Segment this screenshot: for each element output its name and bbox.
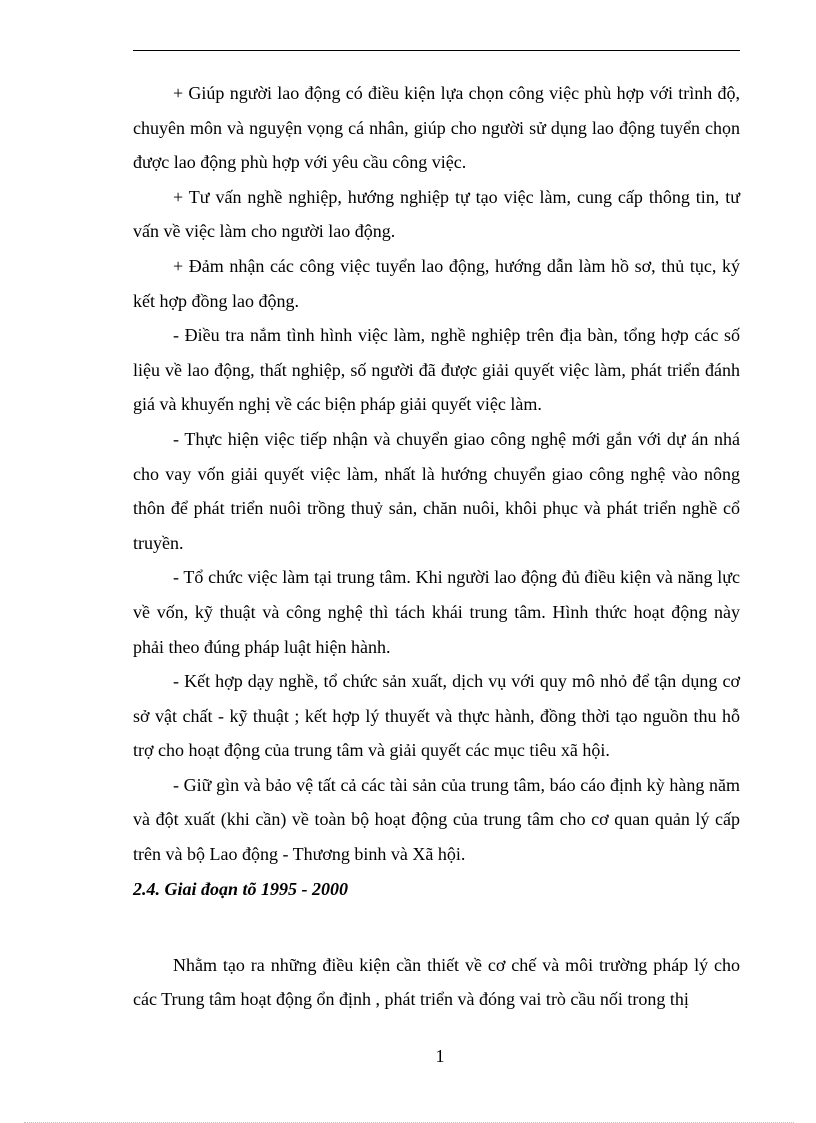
section-heading: 2.4. Giai đoạn tõ 1995 - 2000 (133, 878, 349, 899)
body-paragraph: - Điều tra nắm tình hình việc làm, nghề nghiệp trên địa bàn, tổng hợp các số liệu về lao động, thất nghiệp, số người đã được giải quyết việc làm, phát triển đánh giá và khuyến nghị về các biện pháp giải quyết việc làm. (133, 325, 740, 415)
document-body (133, 76, 740, 1017)
body-paragraph: + Đảm nhận các công việc tuyển lao động, hướng dẫn làm hồ sơ, thủ tục, ký kết hợp đồng lao động. (133, 255, 740, 311)
body-paragraph: + Giúp người lao động có điều kiện lựa chọn công việc phù hợp với trình độ, chuyên môn và nguyện vọng cá nhân, giúp cho người sử dụng lao động tuyển chọn được lao động phù hợp với yêu cầu công việc. (133, 83, 740, 173)
page-number: 1 (435, 1046, 445, 1066)
body-paragraph: - Kết hợp dạy nghề, tổ chức sản xuất, dịch vụ với quy mô nhỏ để tận dụng cơ sở vật chất - kỹ thuật ; kết hợp lý thuyết và thực hành, đồng thời tạo nguồn thu hỗ trợ cho hoạt động của trung tâm và giải quyết các mục tiêu xã hội. (133, 671, 740, 761)
body-paragraph: - Tổ chức việc làm tại trung tâm. Khi người lao động đủ điều kiện và năng lực về vốn, kỹ thuật và công nghệ thì tách khái trung tâm. Hình thức hoạt động này phải theo đúng pháp luật hiện hành. (133, 567, 740, 657)
body-paragraph: - Giữ gìn và bảo vệ tất cả các tài sản của trung tâm, báo cáo định kỳ hàng năm và đột xuất (khi cần) về toàn bộ hoạt động của trung tâm cho cơ quan quản lý cấp trên và bộ Lao động - Thương binh và Xã hội. (133, 774, 740, 865)
body-paragraph: - Thực hiện việc tiếp nhận và chuyển giao công nghệ mới gắn với dự án nhá cho vay vốn giải quyết việc làm, nhất là hướng chuyển giao công nghệ vào nông thôn để phát triển nuôi trồng thuỷ sản, chăn nuôi, khôi phục và phát triển nghề cổ truyền. (133, 428, 740, 553)
header-rule (133, 50, 740, 51)
body-paragraph: + Tư vấn nghề nghiệp, hướng nghiệp tự tạo việc làm, cung cấp thông tin, tư vấn về việc làm cho người lao động. (133, 186, 740, 242)
body-paragraph: Nhằm tạo ra những điều kiện cần thiết về cơ chế và môi trường pháp lý cho các Trung tâm hoạt động ổn định , phát triển và đóng vai trò cầu nối trong thị (133, 954, 740, 1010)
